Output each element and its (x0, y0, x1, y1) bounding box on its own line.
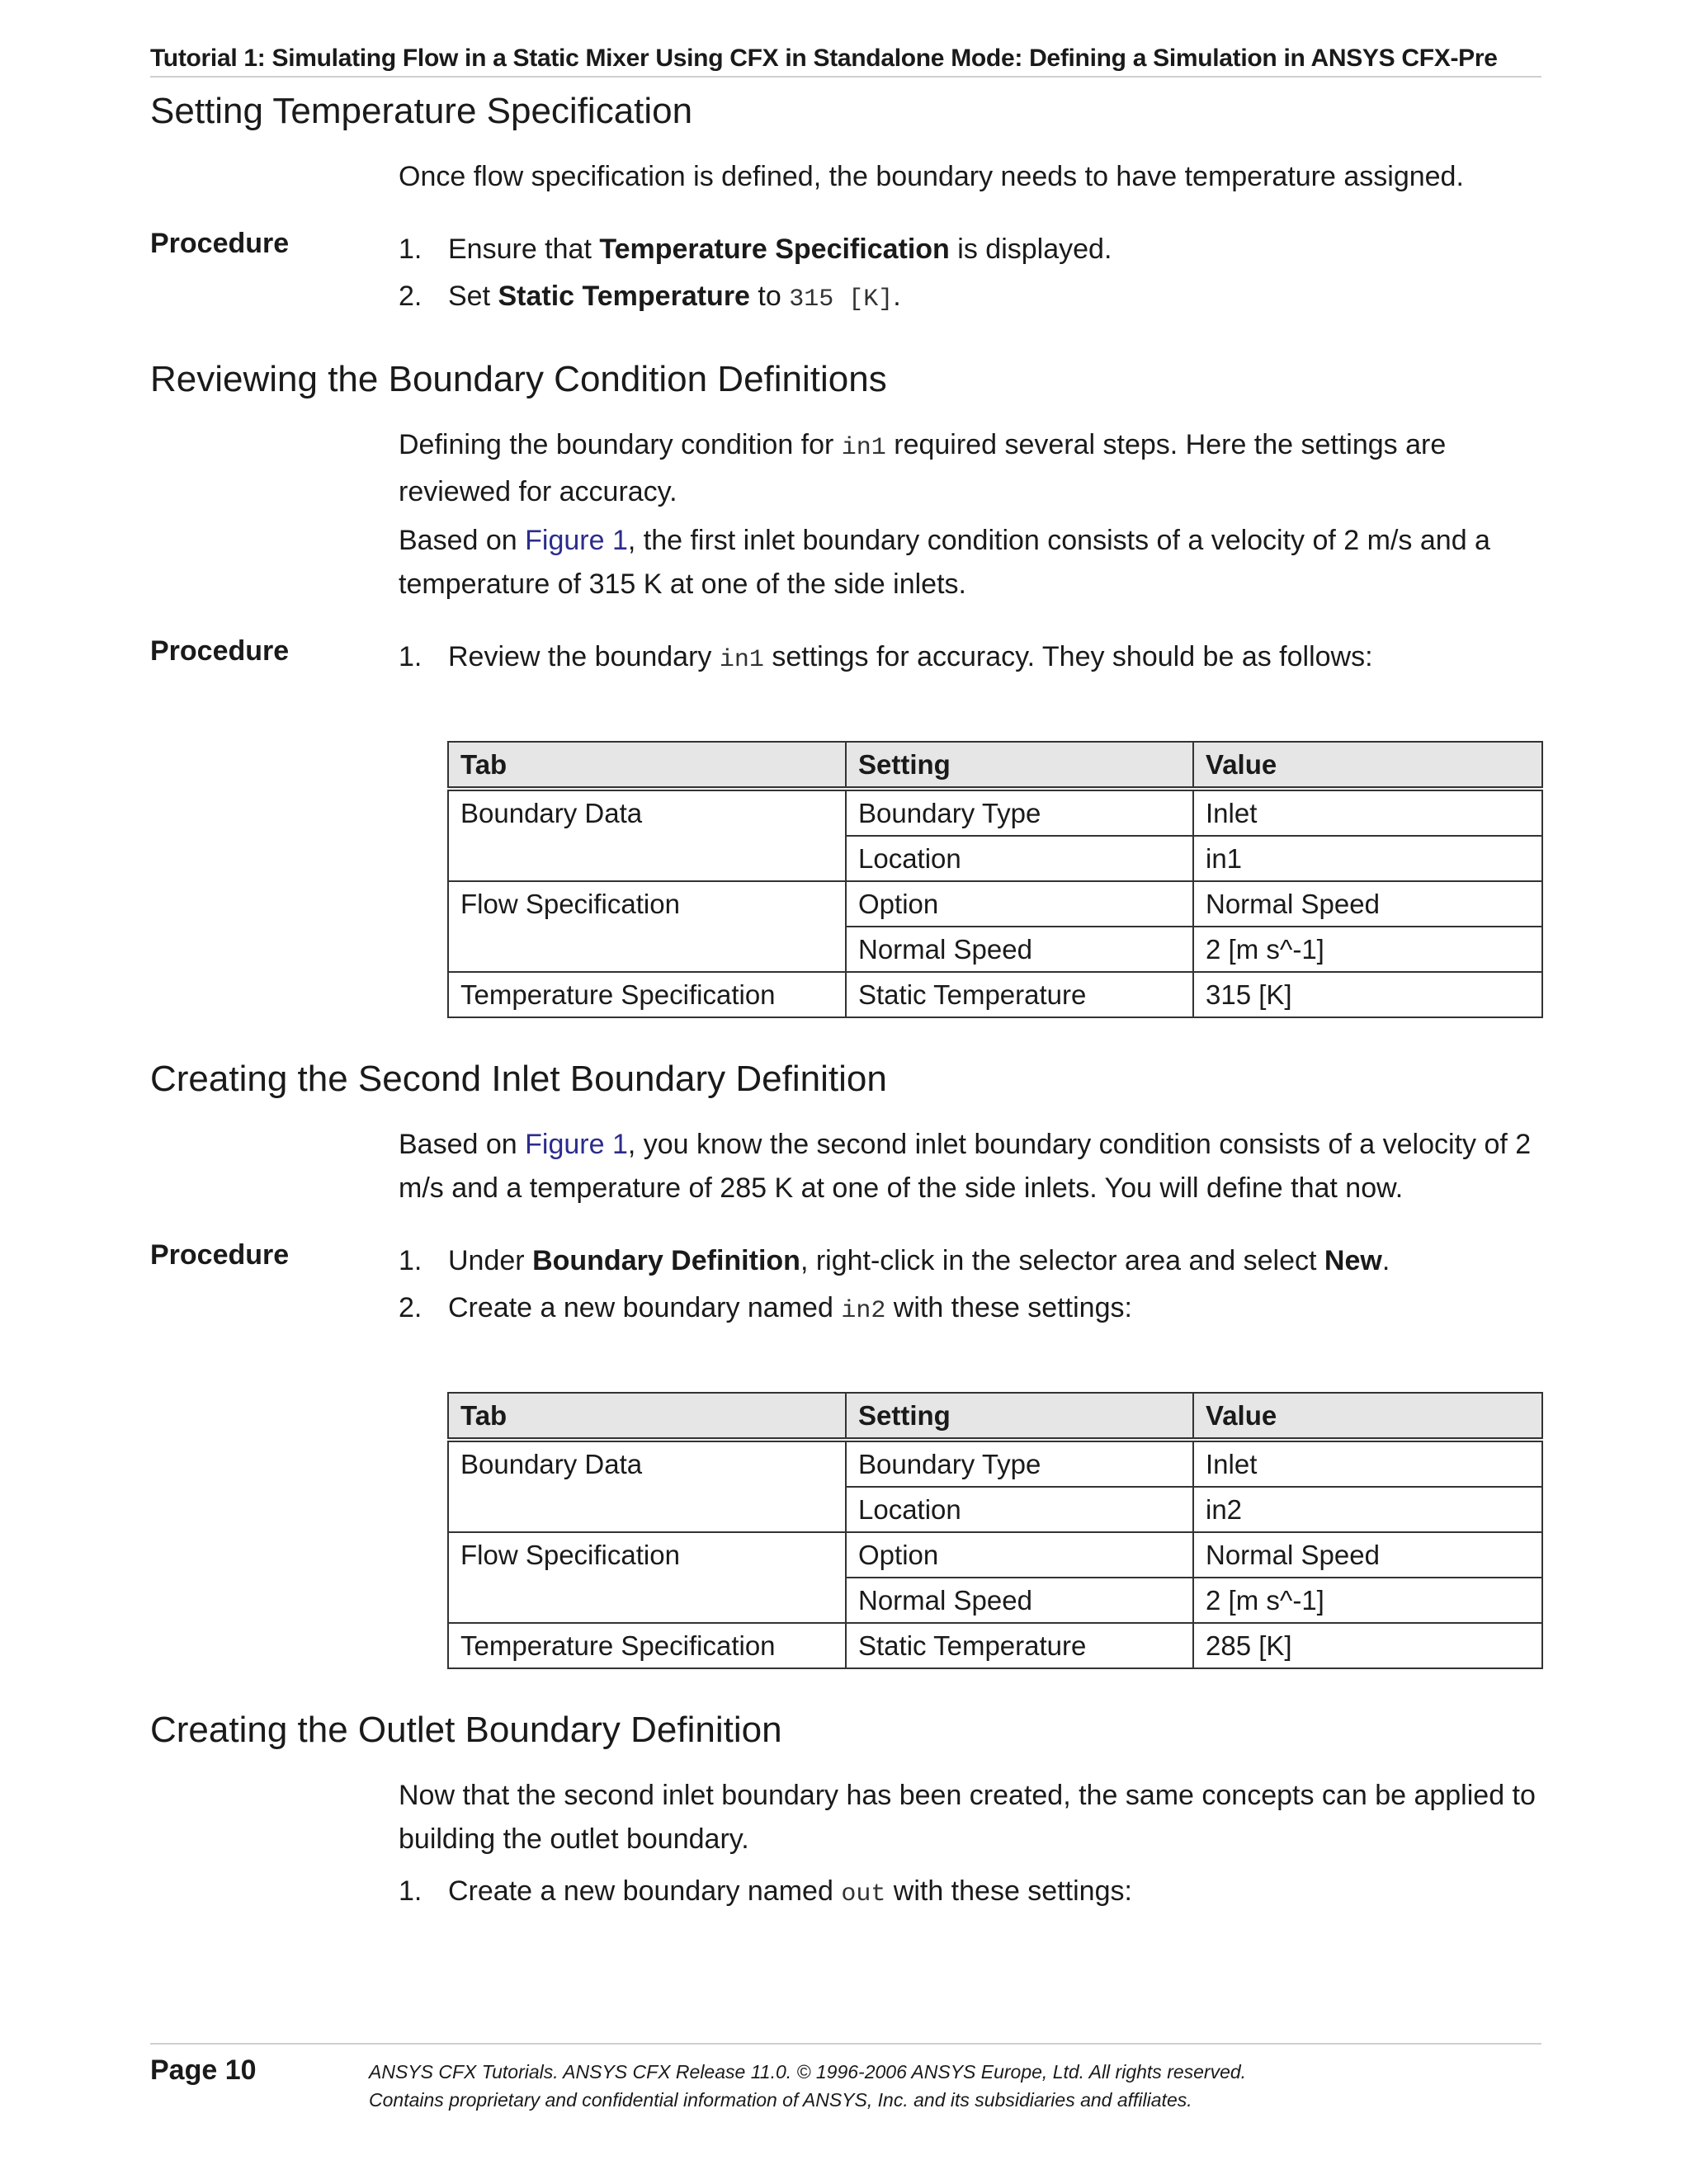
table-cell-setting: Normal Speed (846, 927, 1193, 972)
para-text: required several steps. Here the settings are reviewed for accuracy. (399, 429, 1447, 507)
table-cell-value: Inlet (1193, 1440, 1542, 1487)
table-cell-setting: Static Temperature (846, 1623, 1193, 1668)
step-text: settings for accuracy. They should be as follows: (763, 641, 1373, 672)
table-cell-setting: Option (846, 881, 1193, 927)
step-number: 2. (399, 281, 422, 312)
step-text: , right-click in the selector area and select (800, 1245, 1324, 1276)
table-row (448, 1440, 1542, 1487)
para-text: Defining the boundary condition for (399, 429, 842, 460)
step-text: is displayed. (949, 233, 1112, 265)
step-text: with these settings: (885, 1292, 1132, 1323)
section-heading-outlet: Creating the Outlet Boundary Definition (150, 1710, 782, 1750)
step-text: Set (448, 281, 498, 312)
table-cell-value: Normal Speed (1193, 1532, 1542, 1578)
step-item (399, 1239, 1546, 1283)
para-text: Based on (399, 525, 526, 556)
step-text: Review the boundary (448, 641, 720, 672)
table-cell-tab: Flow Specification (448, 881, 846, 972)
step-code-value: in2 (841, 1297, 886, 1325)
table-cell-value: 2 [m s^-1] (1193, 927, 1542, 972)
step-bold-term: New (1324, 1245, 1382, 1276)
table-row (448, 881, 1542, 927)
section-heading-review: Reviewing the Boundary Condition Definitions (150, 359, 887, 399)
step-item (399, 1286, 1546, 1333)
table-cell-setting: Location (846, 836, 1193, 881)
section-heading-temperature: Setting Temperature Specification (150, 91, 693, 131)
step-bold-term: Boundary Definition (532, 1245, 800, 1276)
para-text: , you know the second inlet boundary condition consists of a velocity of 2 m/s and a temperature of 285 K at one of the side inlets. You will define that now. (399, 1129, 1532, 1204)
step-text: . (893, 281, 901, 312)
step-item (399, 635, 1546, 682)
step-item (399, 228, 1546, 271)
table-header-row (448, 1393, 1542, 1440)
step-bold-term: Temperature Specification (599, 233, 950, 265)
table-cell-value: 2 [m s^-1] (1193, 1578, 1542, 1623)
table-cell-value: Inlet (1193, 789, 1542, 836)
section-heading-second-inlet: Creating the Second Inlet Boundary Definition (150, 1059, 887, 1099)
step-code-value: in1 (719, 646, 764, 674)
step-item (399, 1870, 1546, 1917)
step-text: with these settings: (885, 1875, 1132, 1907)
procedure-label: Procedure (150, 635, 290, 667)
table-row (448, 972, 1542, 1017)
settings-table-in2 (447, 1392, 1543, 1669)
step-text: Create a new boundary named (448, 1292, 842, 1323)
paragraph-review-intro (399, 423, 1546, 514)
table-cell-tab: Temperature Specification (448, 1623, 846, 1668)
table-cell-tab: Temperature Specification (448, 972, 846, 1017)
table-cell-setting: Location (846, 1487, 1193, 1532)
page-number: Page 10 (150, 2054, 257, 2086)
table-cell-tab: Boundary Data (448, 789, 846, 881)
table-cell-value: in1 (1193, 836, 1542, 881)
table-cell-value: in2 (1193, 1487, 1542, 1532)
step-text: Create a new boundary named (448, 1875, 842, 1907)
table-cell-setting: Boundary Type (846, 1440, 1193, 1487)
running-header-title: Tutorial 1: Simulating Flow in a Static Mixer Using CFX in Standalone Mode: Defining a Simulation in ANSYS CFX-Pre (150, 45, 1541, 78)
footer-divider (150, 2043, 1541, 2045)
paragraph-second-inlet-intro (399, 1123, 1546, 1210)
step-number: 1. (399, 1245, 422, 1276)
step-number: 1. (399, 1875, 422, 1907)
table-cell-setting: Normal Speed (846, 1578, 1193, 1623)
table-row (448, 789, 1542, 836)
step-text: Ensure that (448, 233, 600, 265)
table-header-cell: Value (1193, 742, 1542, 789)
table-header-cell: Tab (448, 1393, 846, 1440)
figure-link[interactable]: Figure 1 (525, 1129, 628, 1160)
step-number: 1. (399, 641, 422, 672)
table-row (448, 1623, 1542, 1668)
procedure-label: Procedure (150, 228, 290, 259)
step-item (399, 275, 1546, 322)
step-bold-term: Static Temperature (498, 281, 750, 312)
table-header-cell: Setting (846, 742, 1193, 789)
footer-line: Contains proprietary and confidential information of ANSYS, Inc. and its subsidiaries and affiliates. (369, 2089, 1192, 2111)
table-cell-tab: Boundary Data (448, 1440, 846, 1532)
table-cell-value: 315 [K] (1193, 972, 1542, 1017)
step-number: 1. (399, 233, 422, 265)
step-number: 2. (399, 1292, 422, 1323)
table-cell-setting: Static Temperature (846, 972, 1193, 1017)
footer-line: ANSYS CFX Tutorials. ANSYS CFX Release 11.0. © 1996-2006 ANSYS Europe, Ltd. All rights reserved. (369, 2061, 1247, 2083)
table-cell-setting: Option (846, 1532, 1193, 1578)
step-text: to (749, 281, 790, 312)
table-cell-tab: Flow Specification (448, 1532, 846, 1623)
step-code-value: out (841, 1880, 886, 1908)
step-text: . (1381, 1245, 1390, 1276)
step-code-value: 315 [K] (789, 285, 894, 314)
para-text: Based on (399, 1129, 526, 1160)
table-row (448, 1532, 1542, 1578)
footer-copyright (369, 2058, 1246, 2114)
settings-table-in1 (447, 741, 1543, 1018)
table-header-row (448, 742, 1542, 789)
paragraph-review-figure (399, 519, 1546, 606)
table-cell-setting: Boundary Type (846, 789, 1193, 836)
table-header-cell: Tab (448, 742, 846, 789)
para-text: , the first inlet boundary condition consists of a velocity of 2 m/s and a temperature of 315 K at one of the side inlets. (399, 525, 1490, 600)
step-text: Under (448, 1245, 533, 1276)
paragraph-outlet-intro: Now that the second inlet boundary has been created, the same concepts can be applied to building the outlet boundary. (399, 1780, 1536, 1855)
table-header-cell: Value (1193, 1393, 1542, 1440)
procedure-label: Procedure (150, 1239, 290, 1271)
table-header-cell: Setting (846, 1393, 1193, 1440)
table-cell-value: 285 [K] (1193, 1623, 1542, 1668)
table-cell-value: Normal Speed (1193, 881, 1542, 927)
inline-code: in1 (841, 434, 886, 462)
figure-link[interactable]: Figure 1 (525, 525, 628, 556)
paragraph-temperature-intro: Once flow specification is defined, the boundary needs to have temperature assigned. (399, 161, 1464, 192)
